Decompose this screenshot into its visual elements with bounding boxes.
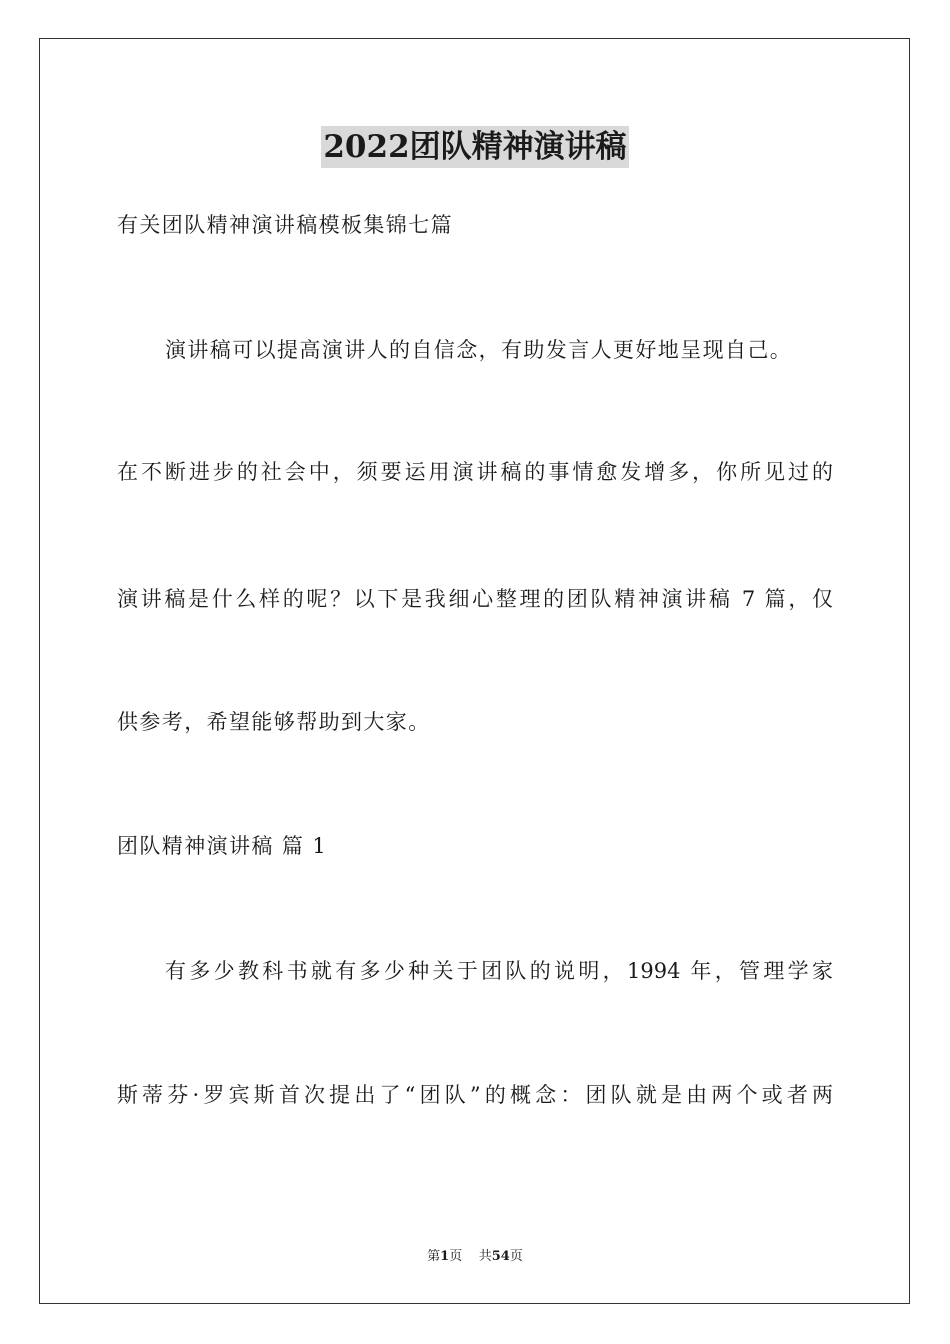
- title-container: [0, 126, 950, 168]
- section-heading: 团队精神演讲稿 篇 1: [117, 834, 328, 858]
- paragraph-line: 供参考，希望能够帮助到大家。: [117, 710, 431, 734]
- footer-total-prefix: 共: [478, 1249, 492, 1264]
- document-title: 2022团队精神演讲稿: [321, 126, 628, 168]
- footer-page-number: 1: [440, 1249, 450, 1264]
- paragraph-line: 在不断进步的社会中，须要运用演讲稿的事情愈发增多，你所见过的: [117, 460, 833, 484]
- paragraph-line: 有多少教科书就有多少种关于团队的说明，1994 年，管理学家: [165, 959, 833, 983]
- footer-page-prefix: 第: [427, 1249, 441, 1264]
- page-footer: [0, 1248, 950, 1266]
- paragraph-line: 斯蒂芬·罗宾斯首次提出了“团队”的概念：团队就是由两个或者两: [117, 1083, 833, 1107]
- paragraph-line: 演讲稿可以提高演讲人的自信念，有助发言人更好地呈现自己。: [165, 338, 793, 362]
- footer-total-pages: 54: [491, 1249, 510, 1264]
- subtitle-line: 有关团队精神演讲稿模板集锦七篇: [117, 213, 453, 237]
- footer-page-suffix: 页: [449, 1249, 463, 1264]
- paragraph-line: 演讲稿是什么样的呢？以下是我细心整理的团队精神演讲稿 7 篇，仅: [117, 587, 833, 611]
- footer-total-suffix: 页: [509, 1249, 523, 1264]
